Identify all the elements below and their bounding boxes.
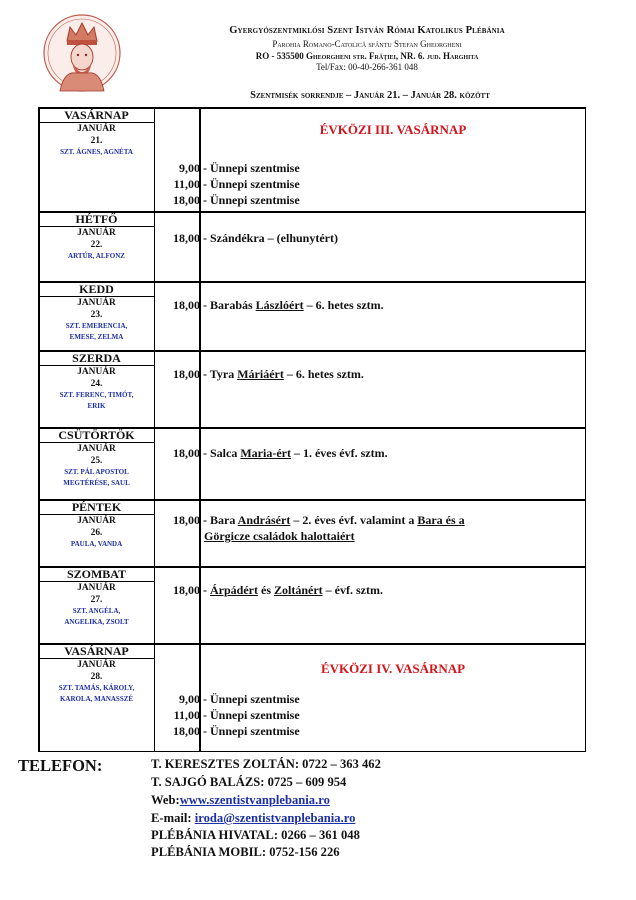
saints-of-day: SZT. ÁGNES, AGNÉTA: [60, 148, 133, 156]
date-day: 27.: [90, 595, 103, 605]
date-day: 28.: [90, 672, 103, 682]
parish-address: RO - 535500 Gheorgheni str. Frăţiei, NR. 6. jud. Harghita: [255, 51, 479, 61]
web-link[interactable]: www.szentistvanplebania.ro: [179, 793, 330, 807]
day-name: SZOMBAT: [66, 567, 127, 581]
contact-keresztes: T. KERESZTES ZOLTÁN: 0722 – 363 462: [151, 757, 381, 771]
date-month: JANUÁR: [77, 444, 116, 454]
mass-intention: - Ünnepi szentmise: [200, 692, 300, 706]
mass-list: [158, 582, 582, 598]
date-day: 26.: [90, 528, 103, 538]
day-name: VASÁRNAP: [64, 108, 129, 122]
mass-intention: -: [200, 583, 210, 597]
mass-intention-name: Árpádért: [210, 583, 258, 597]
contact-office: PLÉBÁNIA HIVATAL: 0266 – 361 048: [151, 828, 360, 842]
day-date: [39, 227, 154, 262]
date-day: 23.: [90, 310, 103, 320]
day-name: SZERDA: [72, 351, 121, 365]
date-day: 21.: [90, 136, 103, 146]
parish-name: Gyergyószentmiklósi Szent István Római Katolikus Plébánia: [229, 25, 505, 36]
mass-intention: és: [258, 583, 274, 597]
contact-web: [151, 794, 330, 807]
saints-of-day: SZT. PÁL APOSTOL MEGTÉRÉSE, SAUL: [63, 468, 130, 487]
date-month: JANUÁR: [77, 298, 116, 308]
mass-time: 18,00: [173, 724, 200, 738]
day-date: [39, 366, 154, 412]
telephone-label: TELEFON:: [18, 756, 103, 775]
date-month: JANUÁR: [77, 583, 116, 593]
saints-of-day: SZT. FERENC, TIMÓT, ERIK: [59, 391, 134, 410]
mass-intention-name: Bara és a: [417, 513, 465, 527]
mass-intention: - Barabás: [200, 298, 256, 312]
mass-entry: [158, 160, 582, 176]
date-day: 25.: [90, 456, 103, 466]
mass-list: [158, 366, 582, 382]
day-date: [39, 582, 154, 628]
feast-title: ÉVKÖZI IV. VASÁRNAP: [320, 661, 466, 676]
mass-intention: - Ünnepi szentmise: [200, 708, 300, 722]
mass-list: [158, 160, 582, 208]
mass-intention: - Ünnepi szentmise: [200, 161, 300, 175]
parish-logo: [42, 13, 122, 93]
table-border-bottom: [38, 751, 586, 753]
mass-entry-continued: [158, 528, 582, 544]
mass-intention-name: Zoltánért: [274, 583, 323, 597]
day-date: [39, 659, 154, 705]
day-name: PÉNTEK: [71, 500, 122, 514]
day-date: [39, 515, 154, 550]
mass-intention: – 2. éves évf. valamint a: [290, 513, 418, 527]
mass-list: [158, 445, 582, 461]
mass-intention-name: Máriáért: [237, 367, 284, 381]
mass-entry: [158, 445, 582, 461]
web-label: Web:: [151, 793, 180, 807]
mass-entry: [158, 512, 582, 528]
mass-list: [158, 297, 582, 313]
mass-entry: [158, 691, 582, 707]
saints-of-day: PAULA, VANDA: [70, 540, 123, 548]
mass-intention: - Ünnepi szentmise: [200, 177, 300, 191]
table-divider-date: [154, 107, 155, 752]
mass-intention-name: Lászlóért: [255, 298, 304, 312]
saints-of-day: ARTÚR, ALFONZ: [68, 252, 125, 260]
date-month: JANUÁR: [77, 228, 116, 238]
saints-of-day: SZT. EMERENCIA, EMESE, ZELMA: [65, 322, 128, 341]
mass-intention: – 6. hetes sztm.: [303, 298, 384, 312]
mass-time: 18,00: [173, 446, 200, 460]
day-date: [39, 443, 154, 489]
date-day: 24.: [90, 379, 103, 389]
mass-entry: [158, 192, 582, 208]
mass-time: 11,00: [173, 177, 200, 191]
date-month: JANUÁR: [77, 124, 116, 134]
day-date: [39, 123, 154, 158]
day-name: CSÜTÖRTÖK: [58, 428, 135, 442]
table-border-right: [585, 107, 587, 752]
mass-list: [158, 691, 582, 739]
contact-email: [151, 812, 355, 825]
mass-time: 11,00: [173, 708, 200, 722]
date-month: JANUÁR: [77, 660, 116, 670]
mass-intention-name: Görgicze családok halottaiért: [204, 529, 355, 543]
mass-intention: - Salca: [200, 446, 241, 460]
mass-time: 18,00: [173, 231, 200, 245]
feast-title: ÉVKÖZI III. VASÁRNAP: [319, 122, 467, 137]
mass-intention: - Ünnepi szentmise: [200, 724, 300, 738]
mass-time: 18,00: [173, 583, 200, 597]
contact-mobile: PLÉBÁNIA MOBIL: 0752-156 226: [151, 845, 340, 859]
mass-schedule-table: [38, 107, 586, 752]
mass-intention: - Bara: [200, 513, 238, 527]
mass-time: 9,00: [179, 161, 200, 175]
mass-time: 18,00: [173, 367, 200, 381]
mass-time: 18,00: [173, 193, 200, 207]
mass-intention: - Ünnepi szentmise: [200, 193, 300, 207]
day-name: HÉTFŐ: [75, 212, 118, 226]
mass-entry: [158, 176, 582, 192]
mass-list: [158, 230, 582, 246]
mass-intention: - Szándékra – (elhunytért): [200, 231, 338, 245]
parish-name-romanian: Parohia Romano-Catolică sfântu Stefan Gheorgheni: [272, 39, 462, 49]
mass-entry: [158, 230, 582, 246]
day-name: VASÁRNAP: [64, 644, 129, 658]
mass-time: 9,00: [179, 692, 200, 706]
mass-entry: [158, 297, 582, 313]
mass-intention: - Tyra: [200, 367, 238, 381]
email-label: E-mail:: [151, 811, 195, 825]
date-month: JANUÁR: [77, 367, 116, 377]
mass-intention: – 1. éves évf. sztm.: [290, 446, 388, 460]
contact-sajgo: T. SAJGÓ BALÁZS: 0725 – 609 954: [151, 775, 347, 789]
schedule-title: Szentmisék sorrendje – Január 21. – Január 28. között: [250, 90, 490, 101]
mass-entry: [158, 366, 582, 382]
date-month: JANUÁR: [77, 516, 116, 526]
mass-intention: – évf. sztm.: [322, 583, 383, 597]
mass-entry: [158, 723, 582, 739]
parish-telfax: Tel/Fax: 00-40-266-361 048: [316, 62, 418, 72]
date-day: 22.: [90, 240, 103, 250]
email-link[interactable]: iroda@szentistvanplebania.ro: [194, 811, 356, 825]
mass-intention: – 6. hetes sztm.: [283, 367, 364, 381]
day-date: [39, 297, 154, 343]
mass-entry: [158, 582, 582, 598]
mass-time: 18,00: [173, 513, 200, 527]
mass-time: 18,00: [173, 298, 200, 312]
mass-list: [158, 512, 582, 544]
mass-intention-name: Maria-ért: [240, 446, 291, 460]
mass-intention-name: Andrásért: [237, 513, 291, 527]
saints-of-day: SZT. TAMÁS, KÁROLY, KAROLA, MANASSZÉ: [58, 684, 135, 703]
mass-entry: [158, 707, 582, 723]
saints-of-day: SZT. ANGÉLA, ANGELIKA, ZSOLT: [64, 607, 129, 626]
day-name: KEDD: [79, 282, 114, 296]
